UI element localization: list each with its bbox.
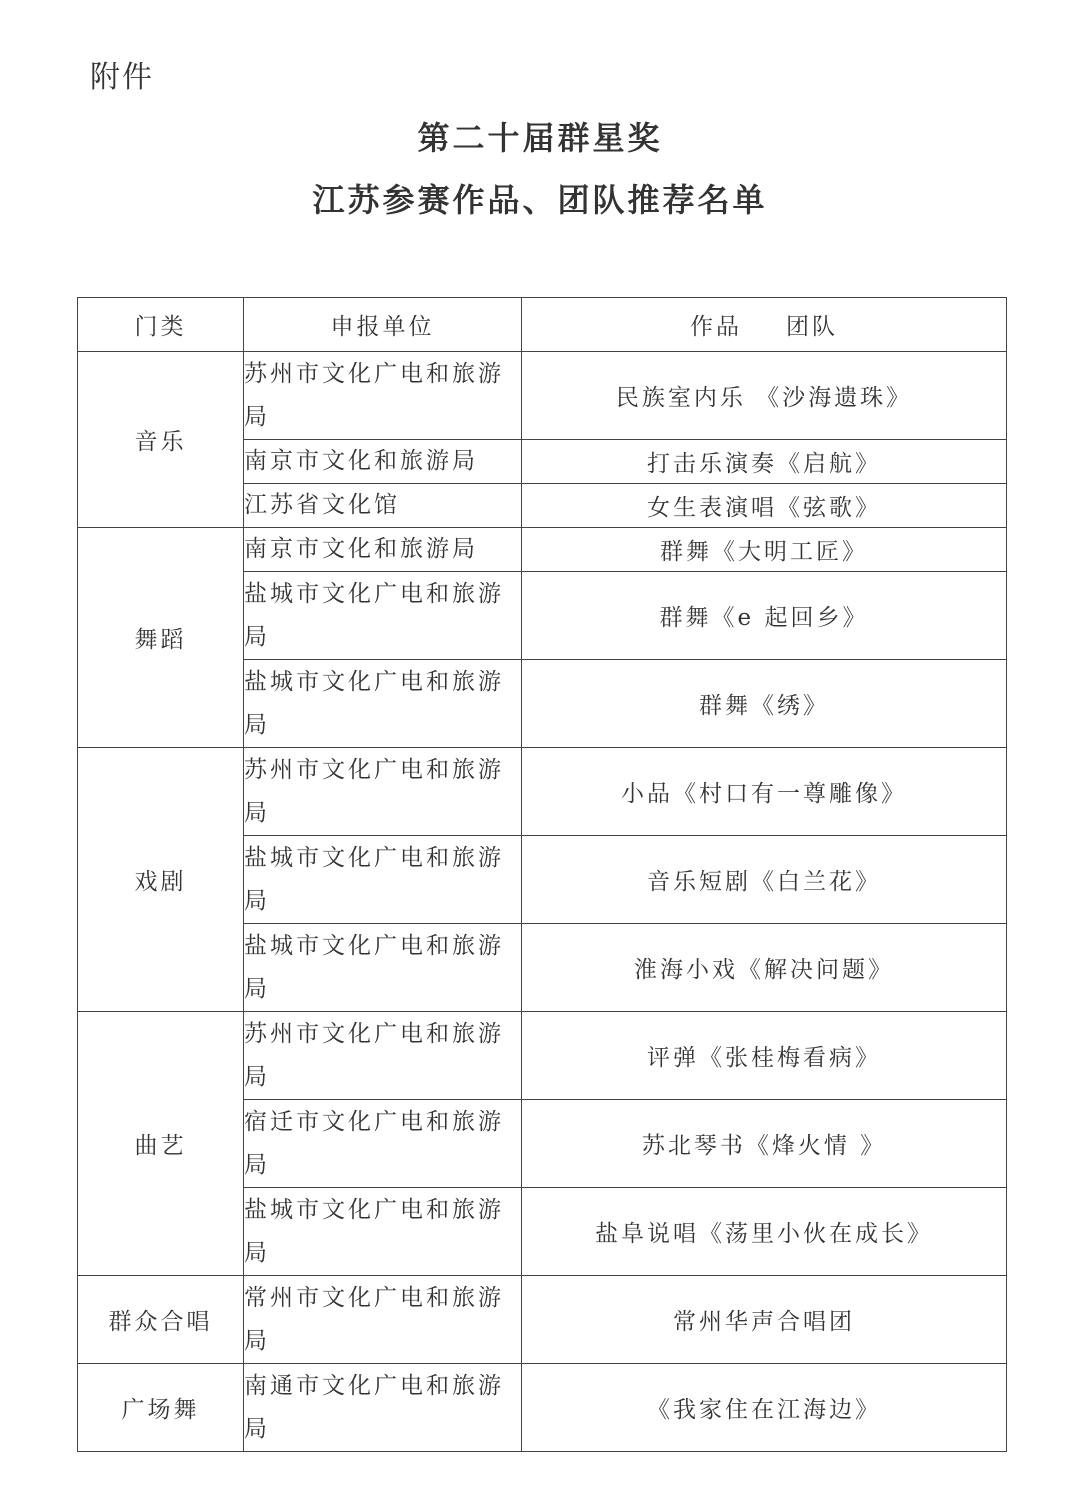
work-cell: 盐阜说唱《荡里小伙在成长》	[522, 1188, 1007, 1276]
table-row	[78, 1364, 1007, 1452]
table-row	[78, 1276, 1007, 1364]
organization-cell: 盐城市文化广电和旅游局	[244, 1188, 522, 1276]
organization-cell: 盐城市文化广电和旅游局	[244, 836, 522, 924]
category-cell: 舞蹈	[78, 528, 244, 748]
category-cell: 戏剧	[78, 748, 244, 1012]
work-cell: 群舞《e 起回乡》	[522, 572, 1007, 660]
work-cell: 评弹《张桂梅看病》	[522, 1012, 1007, 1100]
category-cell: 音乐	[78, 352, 244, 528]
recommendation-table	[77, 297, 1007, 1452]
category-cell: 群众合唱	[78, 1276, 244, 1364]
header-work-team	[522, 298, 1007, 352]
organization-cell: 苏州市文化广电和旅游局	[244, 352, 522, 440]
work-cell: 《我家住在江海边》	[522, 1364, 1007, 1452]
document-title-line1: 第二十届群星奖	[417, 119, 663, 157]
work-cell: 苏北琴书《烽火情 》	[522, 1100, 1007, 1188]
work-cell: 民族室内乐 《沙海遗珠》	[522, 352, 1007, 440]
work-cell: 常州华声合唱团	[522, 1276, 1007, 1364]
category-cell: 曲艺	[78, 1012, 244, 1276]
work-cell: 音乐短剧《白兰花》	[522, 836, 1007, 924]
organization-cell: 江苏省文化馆	[244, 484, 522, 528]
organization-cell: 常州市文化广电和旅游局	[244, 1276, 522, 1364]
organization-cell: 盐城市文化广电和旅游局	[244, 572, 522, 660]
document-title-line2: 江苏参赛作品、团队推荐名单	[312, 181, 768, 219]
organization-cell: 南通市文化广电和旅游局	[244, 1364, 522, 1452]
table-row	[78, 748, 1007, 836]
header-work: 作品	[690, 314, 742, 340]
organization-cell: 南京市文化和旅游局	[244, 528, 522, 572]
organization-cell: 苏州市文化广电和旅游局	[244, 748, 522, 836]
table-row	[78, 528, 1007, 572]
work-cell: 女生表演唱《弦歌》	[522, 484, 1007, 528]
work-cell: 淮海小戏《解决问题》	[522, 924, 1007, 1012]
work-cell: 小品《村口有一尊雕像》	[522, 748, 1007, 836]
work-cell: 群舞《大明工匠》	[522, 528, 1007, 572]
table-row	[78, 352, 1007, 440]
organization-cell: 宿迁市文化广电和旅游局	[244, 1100, 522, 1188]
organization-cell: 南京市文化和旅游局	[244, 440, 522, 484]
organization-cell: 盐城市文化广电和旅游局	[244, 660, 522, 748]
organization-cell: 苏州市文化广电和旅游局	[244, 1012, 522, 1100]
header-category: 门类	[78, 298, 244, 352]
table-header-row	[78, 298, 1007, 352]
organization-cell: 盐城市文化广电和旅游局	[244, 924, 522, 1012]
work-cell: 群舞《绣》	[522, 660, 1007, 748]
table-row	[78, 1012, 1007, 1100]
attachment-label: 附件	[90, 60, 154, 95]
category-cell: 广场舞	[78, 1364, 244, 1452]
work-cell: 打击乐演奏《启航》	[522, 440, 1007, 484]
header-organization: 申报单位	[244, 298, 522, 352]
header-team: 团队	[786, 314, 838, 340]
